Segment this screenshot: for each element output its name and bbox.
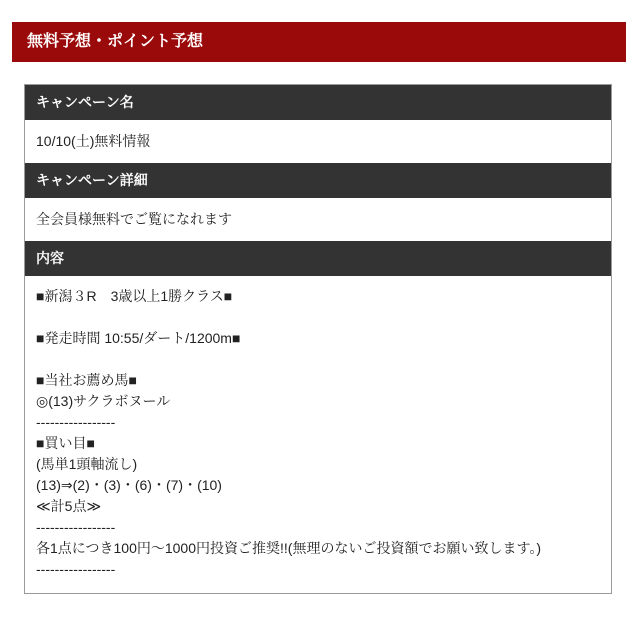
bets-heading: ■買い目■ <box>36 435 95 451</box>
investment-advice-line: 各1点につき100円〜1000円投資ご推奨!!(無理のないご投資額でお願い致します。) <box>36 540 541 556</box>
bet-combination-line: (13)⇒(2)・(3)・(6)・(7)・(10) <box>36 477 222 493</box>
start-time-line: ■発走時間 10:55/ダート/1200m■ <box>36 330 241 346</box>
content-block-race <box>36 286 600 307</box>
recommended-horse-heading: ■当社お薦め馬■ <box>36 372 137 388</box>
divider-line: ----------------- <box>36 519 116 535</box>
divider-line: ----------------- <box>36 561 116 577</box>
content-block <box>36 209 600 230</box>
divider-line: ----------------- <box>36 414 116 430</box>
content-block <box>36 131 600 152</box>
race-info-line: ■新潟３R 3歳以上1勝クラス■ <box>36 288 233 304</box>
bet-total-line: ≪計5点≫ <box>36 498 102 514</box>
bet-type-line: (馬単1頭軸流し) <box>36 456 138 472</box>
recommended-horse-line: ◎(13)サクラボヌール <box>36 393 171 409</box>
section-heading-campaign-details: キャンペーン詳細 <box>25 163 611 198</box>
campaign-details-text: 全会員様無料でご覧になれます <box>36 211 232 227</box>
content-block-start-time <box>36 328 600 349</box>
content-block-picks <box>36 370 600 580</box>
page-title: 無料予想・ポイント予想 <box>27 33 204 50</box>
campaign-name-text: 10/10(土)無料情報 <box>36 133 151 149</box>
section-heading-campaign-name: キャンペーン名 <box>25 85 611 120</box>
campaign-panel <box>24 84 612 594</box>
section-heading-contents: 内容 <box>25 241 611 276</box>
section-body-contents <box>25 276 611 591</box>
section-body-campaign-details <box>25 198 611 241</box>
section-body-campaign-name <box>25 120 611 163</box>
page-title-bar <box>12 22 626 62</box>
